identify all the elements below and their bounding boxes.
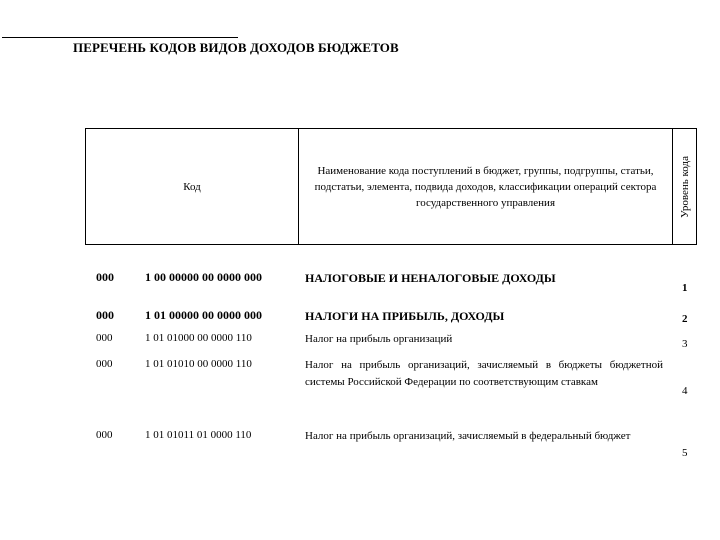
income-code: 1 01 01010 00 0000 110 (145, 358, 252, 370)
income-name: НАЛОГИ НА ПРИБЫЛЬ, ДОХОДЫ (305, 309, 505, 323)
table-header (85, 128, 697, 245)
code-level: 3 (682, 338, 688, 350)
income-name: Налог на прибыль организаций (305, 333, 453, 345)
admin-code: 000 (96, 308, 114, 322)
code-level: 4 (682, 385, 688, 397)
code-level: 2 (682, 313, 688, 325)
header-name: Наименование кода поступлений в бюджет, группы, подгруппы, статьи, подстатьи, элемента, подвида доходов, классификации операций сектора государственного управления (299, 129, 673, 244)
income-code: 1 00 00000 00 0000 000 (145, 270, 262, 284)
code-level: 1 (682, 282, 688, 294)
income-name: Налог на прибыль организаций, зачисляемый в бюджеты бюджетной системы Российской Федерации по соответствующим ставкам (305, 359, 663, 388)
admin-code: 000 (96, 270, 114, 284)
admin-code: 000 (96, 332, 113, 344)
page-title: ПЕРЕЧЕНЬ КОДОВ ВИДОВ ДОХОДОВ БЮДЖЕТОВ (73, 40, 399, 55)
code-level: 5 (682, 447, 688, 459)
income-code: 1 01 01000 00 0000 110 (145, 332, 252, 344)
income-name: НАЛОГОВЫЕ И НЕНАЛОГОВЫЕ ДОХОДЫ (305, 271, 556, 285)
header-level-cell (673, 129, 696, 244)
income-code: 1 01 01011 01 0000 110 (145, 429, 252, 441)
admin-code: 000 (96, 429, 113, 441)
admin-code: 000 (96, 358, 113, 370)
income-code: 1 01 00000 00 0000 000 (145, 308, 262, 322)
header-code: Код (86, 129, 299, 244)
income-name: Налог на прибыль организаций, зачисляемый в федеральный бюджет (305, 430, 631, 442)
top-rule (2, 37, 238, 38)
header-level: Уровень кода (678, 155, 691, 218)
